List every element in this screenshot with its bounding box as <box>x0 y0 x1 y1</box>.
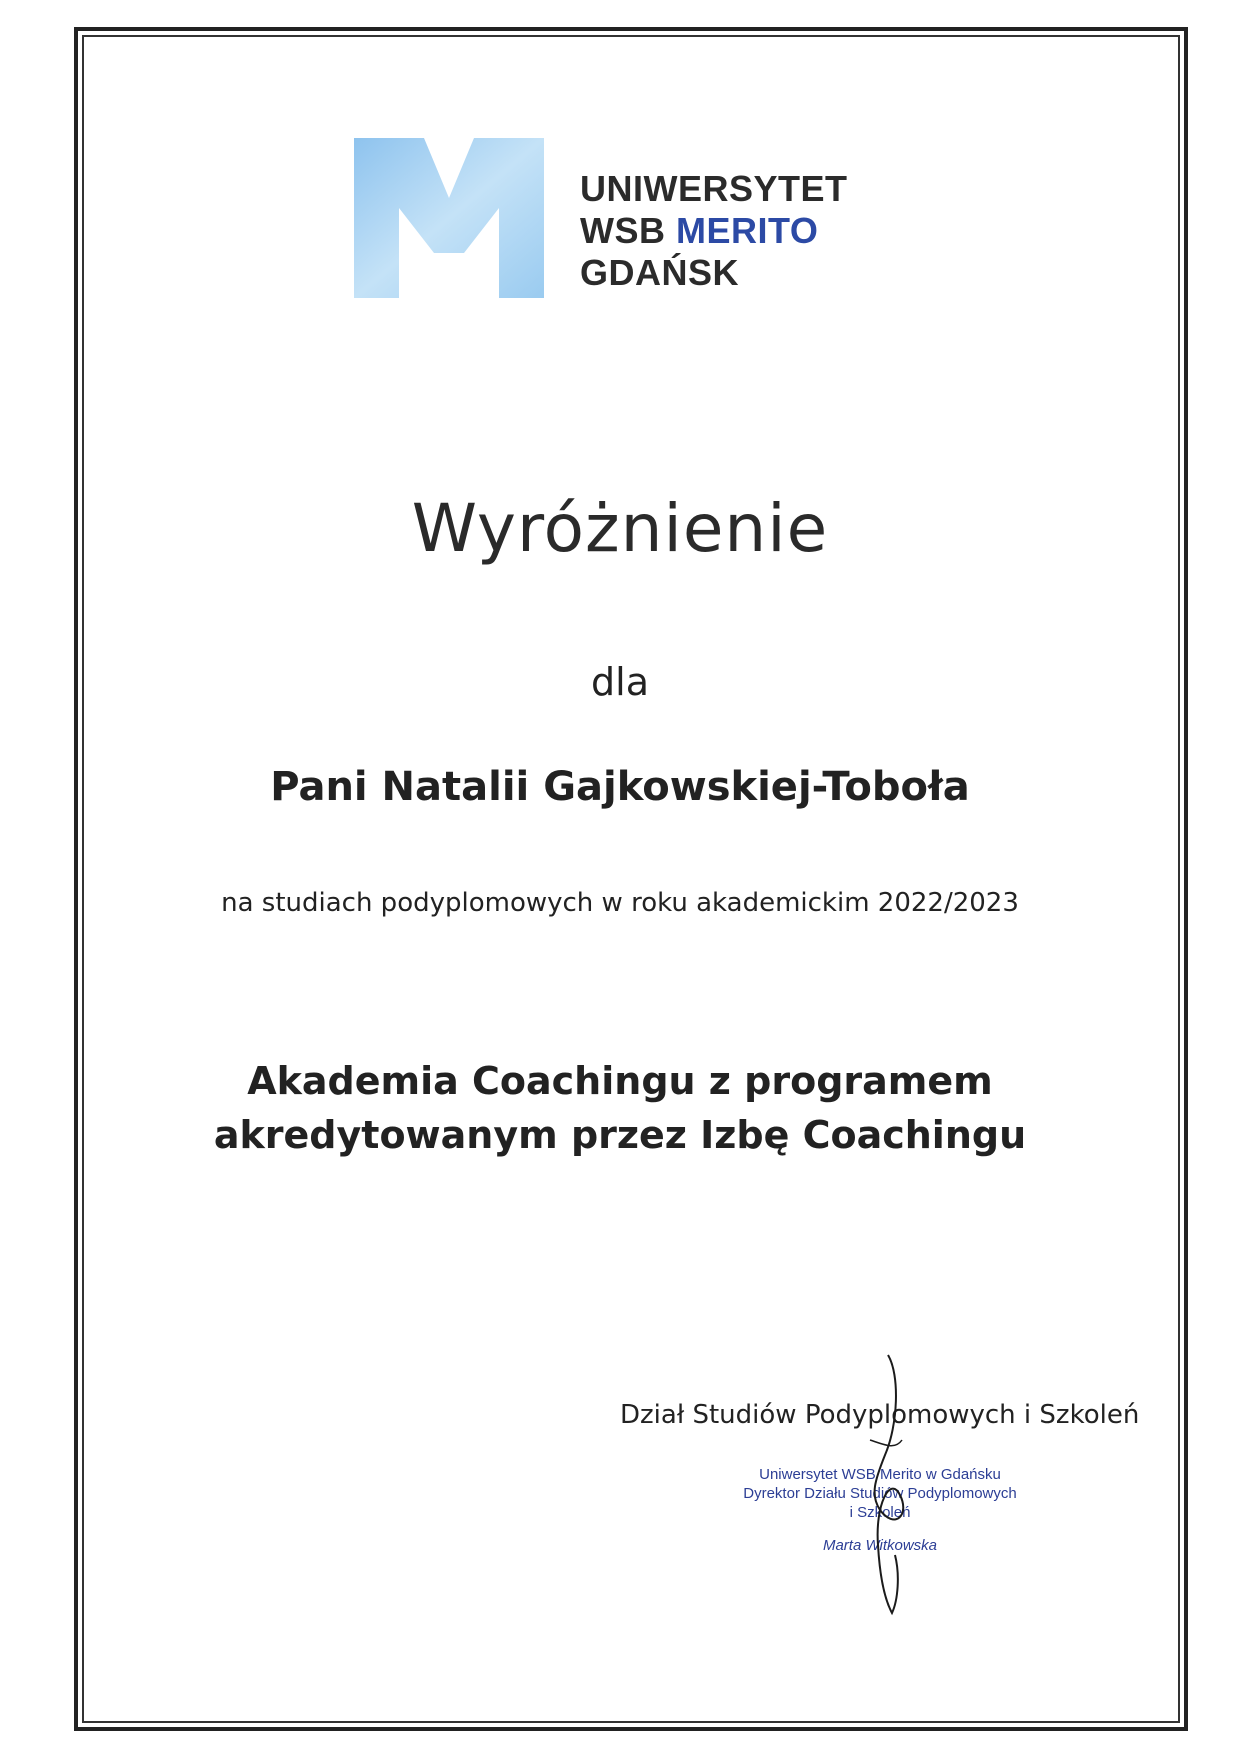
stamp-line-1: Uniwersytet WSB Merito w Gdańsku <box>759 1466 1001 1483</box>
stamp-line-3: i Szkoleń <box>849 1504 911 1521</box>
studies-line: na studiach podyplomowych w roku akademickim 2022/2023 <box>221 888 1019 918</box>
wordmark-line-1: UNIWERSYTET <box>580 168 848 209</box>
university-wordmark <box>580 168 848 294</box>
wordmark-merito: MERITO <box>676 210 819 251</box>
merito-m-logo-icon <box>354 138 544 298</box>
for-label: dla <box>591 660 649 704</box>
program-line-2: akredytowanym przez Izbę Coachingu <box>213 1113 1027 1157</box>
wordmark-wsb: WSB <box>580 210 676 251</box>
department-name: Dział Studiów Podyplomowych i Szkoleń <box>620 1400 1140 1430</box>
wordmark-line-3: GDAŃSK <box>580 252 740 293</box>
stamp-signatory: Marta Witkowska <box>822 1537 938 1554</box>
program-name <box>0 1054 1240 1162</box>
handwritten-signature-icon <box>840 1345 940 1625</box>
wordmark-line-2 <box>580 210 848 252</box>
recipient-name: Pani Natalii Gajkowskiej-Toboła <box>270 764 970 810</box>
stamp-line-2: Dyrektor Działu Studiów Podyplomowych <box>743 1485 1017 1502</box>
certificate-title: Wyróżnienie <box>411 490 829 567</box>
program-line-1: Akademia Coachingu z programem <box>247 1059 993 1103</box>
